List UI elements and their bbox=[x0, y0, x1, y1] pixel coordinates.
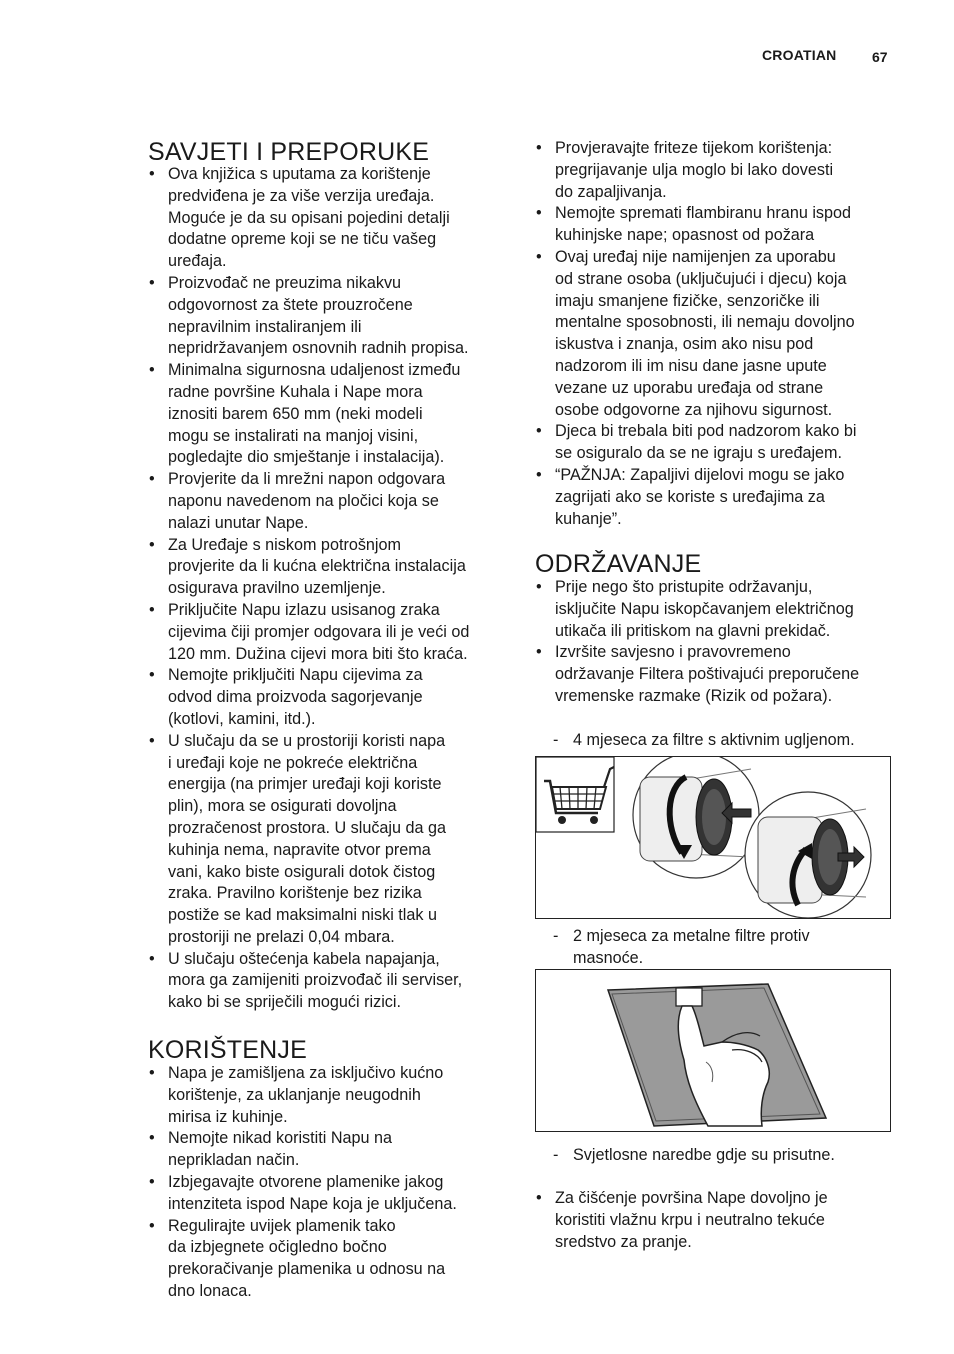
shopping-cart-icon bbox=[536, 757, 614, 832]
list-item-line: osigurava pravilno uzemljenje. bbox=[168, 579, 386, 598]
cleaning-list bbox=[535, 1188, 895, 1253]
list-item-line: energija (na primjer uređaji koji koriste bbox=[168, 775, 442, 794]
list-item-line: prozračenost prostora. U slučaju da ga bbox=[168, 818, 447, 837]
list-item-line: nadzorom ili im nisu dane jasne upute bbox=[555, 356, 827, 375]
list-item-line: kuhinja nema, napravite otvor prema bbox=[168, 840, 431, 859]
list-item-line: održavanje Filtera poštivajući preporučene bbox=[555, 665, 860, 684]
list-item-line: 120 mm. Dužina cijevi mora biti što kraća. bbox=[168, 644, 468, 663]
list-item-line: • U slučaju oštećenja kabela napajanja, bbox=[168, 949, 440, 968]
list-item-line: mentalne sposobnosti, ili nemaju dovoljno bbox=[555, 313, 855, 332]
list-item-line: neprikladan način. bbox=[168, 1151, 300, 1170]
list-item bbox=[148, 360, 508, 469]
hood-detail-remove bbox=[633, 757, 759, 878]
list-item-line: utikača ili pritiskom na glavni prekidač. bbox=[555, 621, 831, 640]
list-item bbox=[148, 273, 508, 360]
list-item bbox=[148, 665, 508, 730]
list-item bbox=[535, 577, 895, 642]
list-item-line: mora ga zamijeniti proizvođač ili serviser, bbox=[168, 971, 463, 990]
list-item bbox=[148, 731, 508, 949]
list-item-line: • Provjerite da li mrežni napon odgovara bbox=[168, 470, 446, 489]
odrzavanje-list bbox=[535, 577, 895, 708]
carbon-filter-illustration bbox=[536, 757, 890, 918]
list-item-line: kuhanje”. bbox=[555, 509, 622, 528]
list-item bbox=[148, 164, 508, 273]
section-title-savjeti: SAVJETI I PREPORUKE bbox=[148, 138, 430, 166]
list-item-line: vani, kako biste osigurali dotok čistog bbox=[168, 862, 436, 881]
list-item-line: osobe odgovorne za njihovu sigurnost. bbox=[555, 400, 833, 419]
list-item bbox=[148, 1172, 508, 1216]
list-item-line: postiže se kad maksimalni niski tlak u bbox=[168, 906, 437, 925]
list-item bbox=[148, 949, 508, 1014]
list-item-line: sredstvo za pranje. bbox=[555, 1232, 692, 1251]
list-item-line: nalazi unutar Nape. bbox=[168, 513, 309, 532]
list-item-line: • U slučaju da se u prostoriji koristi napa bbox=[168, 731, 446, 750]
koristenje-list bbox=[148, 1063, 508, 1303]
safety-list-continued bbox=[535, 138, 895, 530]
list-item bbox=[535, 138, 895, 203]
list-item bbox=[148, 1128, 508, 1172]
list-item-line: • “PAŽNJA: Zapaljivi dijelovi mogu se jako bbox=[555, 465, 845, 484]
list-item-line: Moguće je da su opisani pojedini detalji bbox=[168, 208, 450, 227]
list-item-line: pogledajte dio smještanje i instalacija). bbox=[168, 448, 445, 467]
list-item-line: iskustva i znanja, osim ako nisu pod bbox=[555, 335, 814, 354]
section-title-odrzavanje: ODRŽAVANJE bbox=[535, 550, 702, 578]
list-item-line: • Izbjegavajte otvorene plamenike jakog bbox=[168, 1172, 444, 1191]
list-item-line: • Za Uređaje s niskom potrošnjom bbox=[168, 535, 402, 554]
list-item-line: • Regulirajte uvijek plamenik tako bbox=[168, 1216, 396, 1235]
list-item-line: predviđena je za više verzija uređaja. bbox=[168, 186, 435, 205]
list-item-line: zraka. Pravilno korištenje bez rizika bbox=[168, 884, 422, 903]
list-item-line: nepravilnim instaliranjem ili bbox=[168, 317, 362, 336]
list-item-line: cijevima čiji promjer odgovara ili je veći od bbox=[168, 622, 470, 641]
list-item-line: plin), mora se osigurati dovoljna bbox=[168, 797, 397, 816]
list-item bbox=[535, 1188, 895, 1253]
list-item-line: vremenske razmake (Rizik od požara). bbox=[555, 686, 833, 705]
dash-line: masnoće. bbox=[573, 948, 644, 967]
grease-filter-figure bbox=[535, 969, 891, 1132]
list-item-line: zagrijati ako se koriste s uređajima za bbox=[555, 487, 825, 506]
list-item-line: • Za čišćenje površina Nape dovoljno je bbox=[555, 1189, 828, 1207]
grease-filter-illustration bbox=[536, 970, 890, 1131]
list-item bbox=[535, 203, 895, 247]
list-item-line: • Ova knjižica s uputama za korištenje bbox=[168, 165, 431, 183]
list-item-line: (kotlovi, kamini, itd.). bbox=[168, 709, 316, 728]
dash-item-light-controls bbox=[535, 1145, 903, 1167]
list-item-line: • Prije nego što pristupite održavanju, bbox=[555, 578, 813, 596]
list-item-line: dno lonaca. bbox=[168, 1281, 252, 1300]
list-item-line: dodatne opreme koji se ne tiču vašeg bbox=[168, 230, 437, 249]
carbon-filter-figure bbox=[535, 756, 891, 919]
section-title-koristenje: KORIŠTENJE bbox=[148, 1036, 307, 1064]
dash-item-grease-filter bbox=[535, 926, 903, 970]
list-item-line: i uređaji koje ne pokreće električna bbox=[168, 753, 418, 772]
hood-detail-install bbox=[745, 792, 871, 918]
list-item-line: nepridržavanjem osnovnih radnih propisa. bbox=[168, 339, 469, 358]
list-item-line: • Napa je zamišljena za isključivo kućno bbox=[168, 1064, 444, 1082]
list-item-line: naponu navedenom na pločici koja se bbox=[168, 491, 439, 510]
list-item-line: korištenje, za uklanjanje neugodnih bbox=[168, 1085, 421, 1104]
list-item-line: isključite Napu iskopčavanjem električnog bbox=[555, 599, 854, 618]
dash-line: - 2 mjeseca za metalne filtre protiv bbox=[573, 927, 810, 945]
list-item bbox=[535, 642, 895, 707]
list-item-line: se osiguralo da se ne igraju s uređajem. bbox=[555, 444, 843, 463]
list-item-line: od strane osoba (uključujući i djecu) koja bbox=[555, 269, 847, 288]
list-item-line: uređaja. bbox=[168, 252, 227, 271]
list-item-line: prekoračivanje plamenika u odnosu na bbox=[168, 1260, 446, 1279]
list-item-line: da izbjegnete očigledno bočno bbox=[168, 1238, 387, 1257]
list-item bbox=[148, 1063, 508, 1128]
list-item-line: • Proizvođač ne preuzima nikakvu bbox=[168, 273, 402, 292]
page-number: 67 bbox=[872, 49, 888, 65]
list-item bbox=[535, 465, 895, 530]
list-item bbox=[148, 469, 508, 534]
list-item-line: do zapaljivanja. bbox=[555, 182, 667, 201]
header-language: CROATIAN bbox=[762, 47, 837, 63]
list-item-line: • Nemojte spremati flambiranu hranu ispod bbox=[555, 204, 852, 223]
list-item-line: intenziteta ispod Nape koja je uključena. bbox=[168, 1194, 457, 1213]
list-item-line: • Minimalna sigurnosna udaljenost između bbox=[168, 361, 461, 380]
list-item-line: mirisa iz kuhinje. bbox=[168, 1107, 288, 1126]
dash-line: - 4 mjeseca za filtre s aktivnim ugljenom. bbox=[573, 731, 855, 749]
list-item-line: prostoriji ne prelazi 0,04 mbara. bbox=[168, 927, 395, 946]
list-item-line: • Nemojte nikad koristiti Napu na bbox=[168, 1129, 393, 1148]
list-item-line: kako bi se spriječili mogući rizici. bbox=[168, 993, 401, 1012]
list-item bbox=[535, 247, 895, 421]
list-item-line: • Priključite Napu izlazu usisanog zraka bbox=[168, 600, 440, 619]
list-item-line: • Provjeravajte friteze tijekom korištenja: bbox=[555, 139, 833, 157]
list-item-line: • Izvršite savjesno i pravovremeno bbox=[555, 643, 791, 662]
list-item-line: vezane uz uporabu uređaja od strane bbox=[555, 378, 824, 397]
list-item-line: koristiti vlažnu krpu i neutralno tekuće bbox=[555, 1210, 825, 1229]
list-item-line: radne površine Kuhala i Nape mora bbox=[168, 382, 423, 401]
list-item-line: odgovornost za štete prouzročene bbox=[168, 295, 413, 314]
list-item-line: pregrijavanje ulja moglo bi lako dovesti bbox=[555, 160, 834, 179]
savjeti-list bbox=[148, 164, 508, 1014]
list-item-line: • Djeca bi trebala biti pod nadzorom kako bi bbox=[555, 422, 857, 441]
list-item-line: iznositi barem 650 mm (neki modeli bbox=[168, 404, 423, 423]
list-item-line: mogu se instalirati na manjoj visini, bbox=[168, 426, 419, 445]
dash-line: - Svjetlosne naredbe gdje su prisutne. bbox=[573, 1146, 835, 1164]
list-item-line: provjerite da li kućna električna instalacija bbox=[168, 557, 466, 576]
list-item-line: • Nemojte priključiti Napu cijevima za bbox=[168, 666, 423, 685]
list-item bbox=[148, 535, 508, 600]
list-item bbox=[148, 600, 508, 665]
list-item-line: odvod dima proizvoda sagorjevanje bbox=[168, 688, 423, 707]
dash-item-carbon-filter bbox=[535, 730, 903, 752]
list-item bbox=[535, 421, 895, 465]
list-item-line: • Ovaj uređaj nije namijenjen za uporabu bbox=[555, 247, 836, 266]
list-item-line: kuhinjske nape; opasnost od požara bbox=[555, 226, 815, 245]
list-item-line: imaju smanjene fizičke, senzoričke ili bbox=[555, 291, 820, 310]
list-item bbox=[148, 1216, 508, 1303]
